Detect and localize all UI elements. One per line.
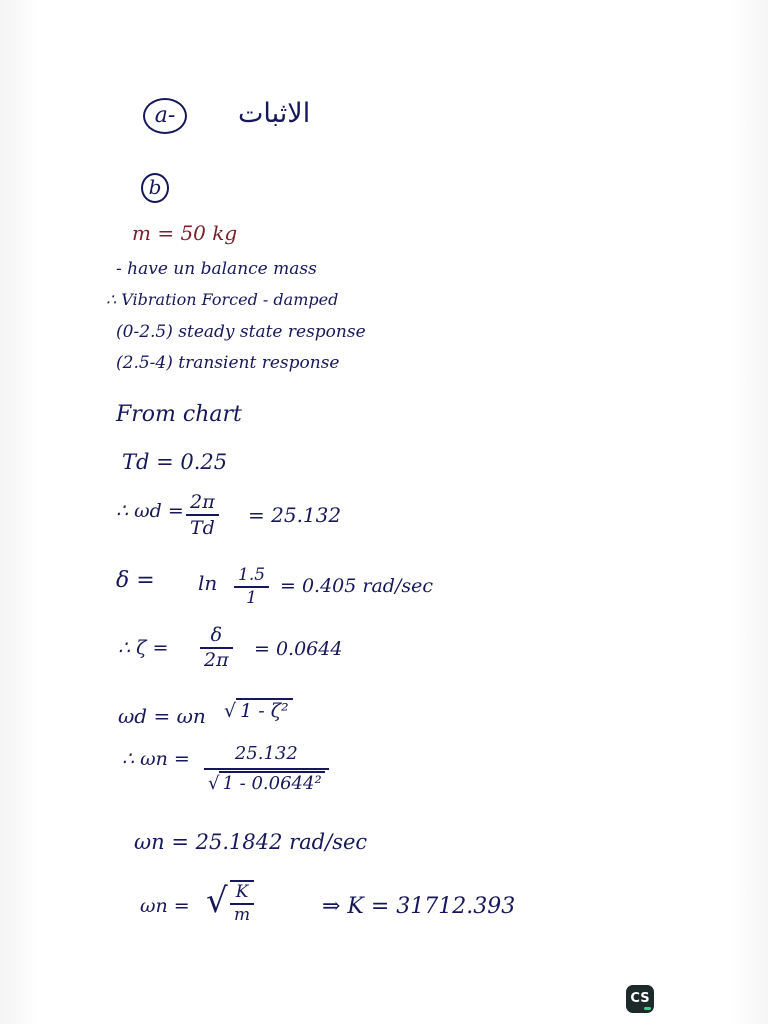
sqrt-sign-icon: √ <box>206 881 228 921</box>
k-result: ⇒ K = 31712.393 <box>322 894 516 919</box>
td-value: Td = 0.25 <box>122 450 228 474</box>
wd-fraction-denominator: Td <box>190 517 215 539</box>
delta-fraction <box>234 565 269 609</box>
given-line-unbalance: - have un balance mass <box>116 259 317 279</box>
wd-formula-radicand: 1 - ζ² <box>236 698 293 722</box>
wd-result: = 25.132 <box>248 503 342 527</box>
wd-lhs: ∴ ωd = <box>116 500 184 522</box>
zeta-lhs: ∴ ζ = <box>118 637 169 659</box>
zeta-result: = 0.0644 <box>254 638 343 660</box>
wn-lhs: ∴ ωn = <box>122 748 190 770</box>
wd-formula-lhs: ωd = ωn <box>118 704 206 728</box>
wn-fraction-numerator: 25.132 <box>204 740 329 770</box>
delta-ln: ln <box>198 571 218 595</box>
k-over-m-numerator: K <box>230 882 254 905</box>
k-over-m-fraction <box>230 880 254 926</box>
part-b-label: b <box>141 173 169 203</box>
given-line-steady: (0-2.5) steady state response <box>116 322 366 342</box>
wn-sqrt-expression <box>206 876 228 926</box>
zeta-fraction-denominator: 2π <box>204 649 229 671</box>
wn-fraction <box>204 740 329 798</box>
k-over-m-denominator: m <box>234 905 251 925</box>
given-line-transient: (2.5-4) transient response <box>116 353 340 373</box>
delta-result: = 0.405 rad/sec <box>280 575 434 597</box>
wn-fraction-denominator <box>204 770 329 798</box>
wd-formula-sqrt <box>224 700 293 722</box>
wn-sqrt-lhs: ωn = <box>140 895 190 917</box>
delta-fraction-denominator: 1 <box>246 588 257 608</box>
sqrt-sign-icon: √ <box>224 700 237 722</box>
part-a-label: a- <box>143 98 187 134</box>
given-line-vibration: ∴ Vibration Forced - damped <box>106 290 339 309</box>
wd-fraction-numerator: 2π <box>186 490 219 516</box>
delta-fraction-numerator: 1.5 <box>234 565 269 588</box>
camscanner-logo-icon: CS <box>626 985 654 1013</box>
wd-fraction <box>186 490 219 540</box>
sqrt-sign-icon: √ <box>208 773 220 794</box>
from-chart-heading: From chart <box>116 402 242 427</box>
given-mass: m = 50 kg <box>132 221 238 245</box>
zeta-fraction <box>200 624 233 672</box>
delta-lhs: δ = <box>116 568 155 593</box>
wn-value: ωn = 25.1842 rad/sec <box>134 830 368 854</box>
zeta-fraction-numerator: δ <box>200 624 233 649</box>
part-a-arabic-text: الاثبات <box>238 98 311 129</box>
wn-fraction-radicand: 1 - 0.0644² <box>219 771 324 794</box>
